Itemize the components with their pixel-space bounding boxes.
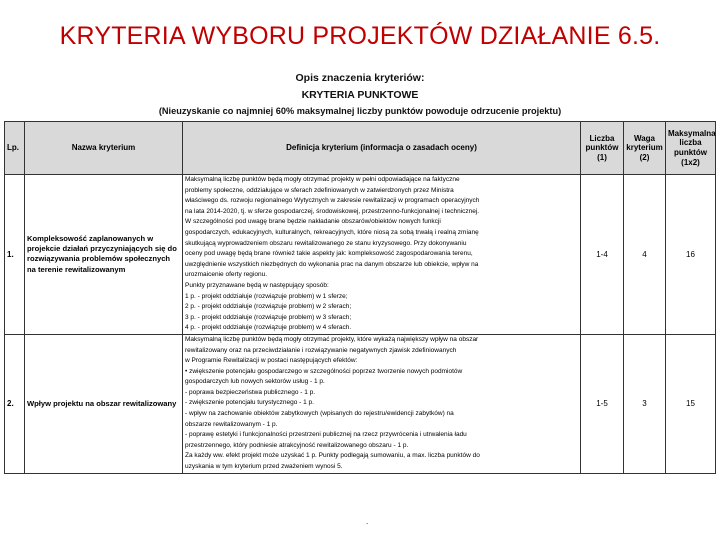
row-points: 1-4 [581,175,624,335]
definition-line: • zwiększenie potencjału gospodarczego w szczególności poprzez tworzenie nowych podmiotów [185,367,463,375]
definition-line: 2 p. - projekt oddziałuje (rozwiązuje problem) w 2 sferach; [185,303,352,311]
definition-line: przestrzennego, który podniesie atrakcyjność rewitalizowanego obszaru - 1 p. [185,441,409,449]
definition-line: 1 p. - projekt oddziałuje (rozwiązuje problem) w 1 sferze; [185,292,348,300]
table-header-row [5,122,716,175]
doc-note: (Nieuzyskanie co najmniej 60% maksymalnej liczby punktów powoduje odrzucenie projektu) [158,106,562,116]
doc-subheading: KRYTERIA PUNKTOWE [301,89,419,101]
definition-line: - zwiększenie potencjału turystycznego - 1 p. [185,399,314,407]
table-row [5,175,716,335]
table-row [5,334,716,473]
definition-line: Maksymalną liczbę punktów będą mogły otrzymać projekty w pełni odpowiadające na faktyczne [185,176,460,183]
row-criterion-name: Wpływ projektu na obszar rewitalizowany [25,334,183,473]
header-definition: Definicja kryterium (informacja o zasadach oceny) [183,122,581,175]
definition-line: uwzględnienie wszystkich niezbędnych do wykonania prac na danym obszarze lub obiekcie, wpływ na [185,260,479,268]
row-points: 1-5 [581,334,624,473]
definition-line: obszarze rewitalizowanym - 1 p. [185,420,278,428]
definition-line: gospodarczych lub nowych sektorów usług - 1 p. [185,378,325,386]
definition-line: uzyskania w tym kryterium przed zważeniem wynosi 5. [185,463,343,471]
definition-line: na lata 2014-2020, tj. w sferze gospodarczej, środowiskowej, przestrzenno-funkcjonalnej i technicznej. [185,207,480,215]
definition-line: w Programie Rewitalizacji w postaci następujących efektów: [185,357,358,365]
definition-line: oceny pod uwagę będą brane również takie aspekty jak: kompleksowość zagospodarowania terenu, [185,250,473,258]
definition-line: urozmaicenie oferty regionu. [185,271,268,279]
definition-line: skutkującą wyprowadzeniem obszaru rewitalizowanego ze stanu kryzysowego. Przy dokonywaniu [185,239,467,247]
header-name: Nazwa kryterium [25,122,183,175]
row-criterion-name: Kompleksowość zaplanowanych w projekcie działań przyczyniających się do rozwiązywania problemów społecznych na terenie rewitalizowanym [25,175,183,335]
definition-line: 4 p. - projekt oddziałuje (rozwiązuje problem) w 4 sferach. [185,324,352,332]
definition-line: 3 p. - projekt oddziałuje (rozwiązuje problem) w 3 sferach; [185,313,352,321]
definition-line: problemy społeczne, oddziałujące w sferach zdefiniowanych w zatwierdzonych przez Ministra [185,186,454,194]
row-definition [183,175,581,335]
definition-line: - poprawa bezpieczeństwa publicznego - 1 p. [185,388,316,396]
header-weight: Waga kryterium (2) [624,122,666,175]
row-lp: 1. [5,175,25,335]
definition-line: Maksymalną liczbę punktów będą mogły otrzymać projekty, które wykażą największy wpływ na obszar [185,335,479,343]
row-definition [183,334,581,473]
header-points: Liczba punktów (1) [581,122,624,175]
definition-line: - poprawę estetyki i funkcjonalności przestrzeni publicznej na rzecz przywrócenia i utrwalenia ładu [185,431,467,439]
row-max: 15 [666,334,716,473]
row-lp: 2. [5,334,25,473]
definition-line: gospodarczych, edukacyjnych, kulturalnych, rekreacyjnych, które niosą za sobą trwałą i realną zmianę [185,228,479,236]
definition-line: - wpływ na zachowanie obiektów zabytkowych (wpisanych do rejestru/ewidencji zabytków) na [185,410,454,418]
criteria-table [4,121,716,474]
row-weight: 3 [624,334,666,473]
definition-line: właściwego ds. rozwoju regionalnego Wytycznych w zakresie rewitalizacji w programach operacyjnych [185,197,480,205]
doc-heading: Opis znaczenia kryteriów: [295,72,425,84]
row-max: 16 [666,175,716,335]
header-lp: Lp. [5,122,25,175]
definition-line: Za każdy ww. efekt projekt może uzyskać 1 p. Punkty podlegają sumowaniu, a max. liczba punktów do [185,452,480,460]
row-weight: 4 [624,175,666,335]
slide-title: KRYTERIA WYBORU PROJEKTÓW DZIAŁANIE 6.5. [59,22,661,50]
definition-line: rewitalizowany oraz na przeciwdziałanie i rozwiązywanie negatywnych zjawisk zdefiniowanych [185,346,457,354]
header-max: Maksymalna liczba punktów (1x2) [666,122,716,175]
footer-dot: . [366,517,369,526]
definition-line: W szczególności pod uwagę brane będzie nakładanie obszarów/obiektów nowych funkcji [185,218,441,226]
definition-line: Punkty przyznawane będą w następujący sposób: [185,281,329,289]
